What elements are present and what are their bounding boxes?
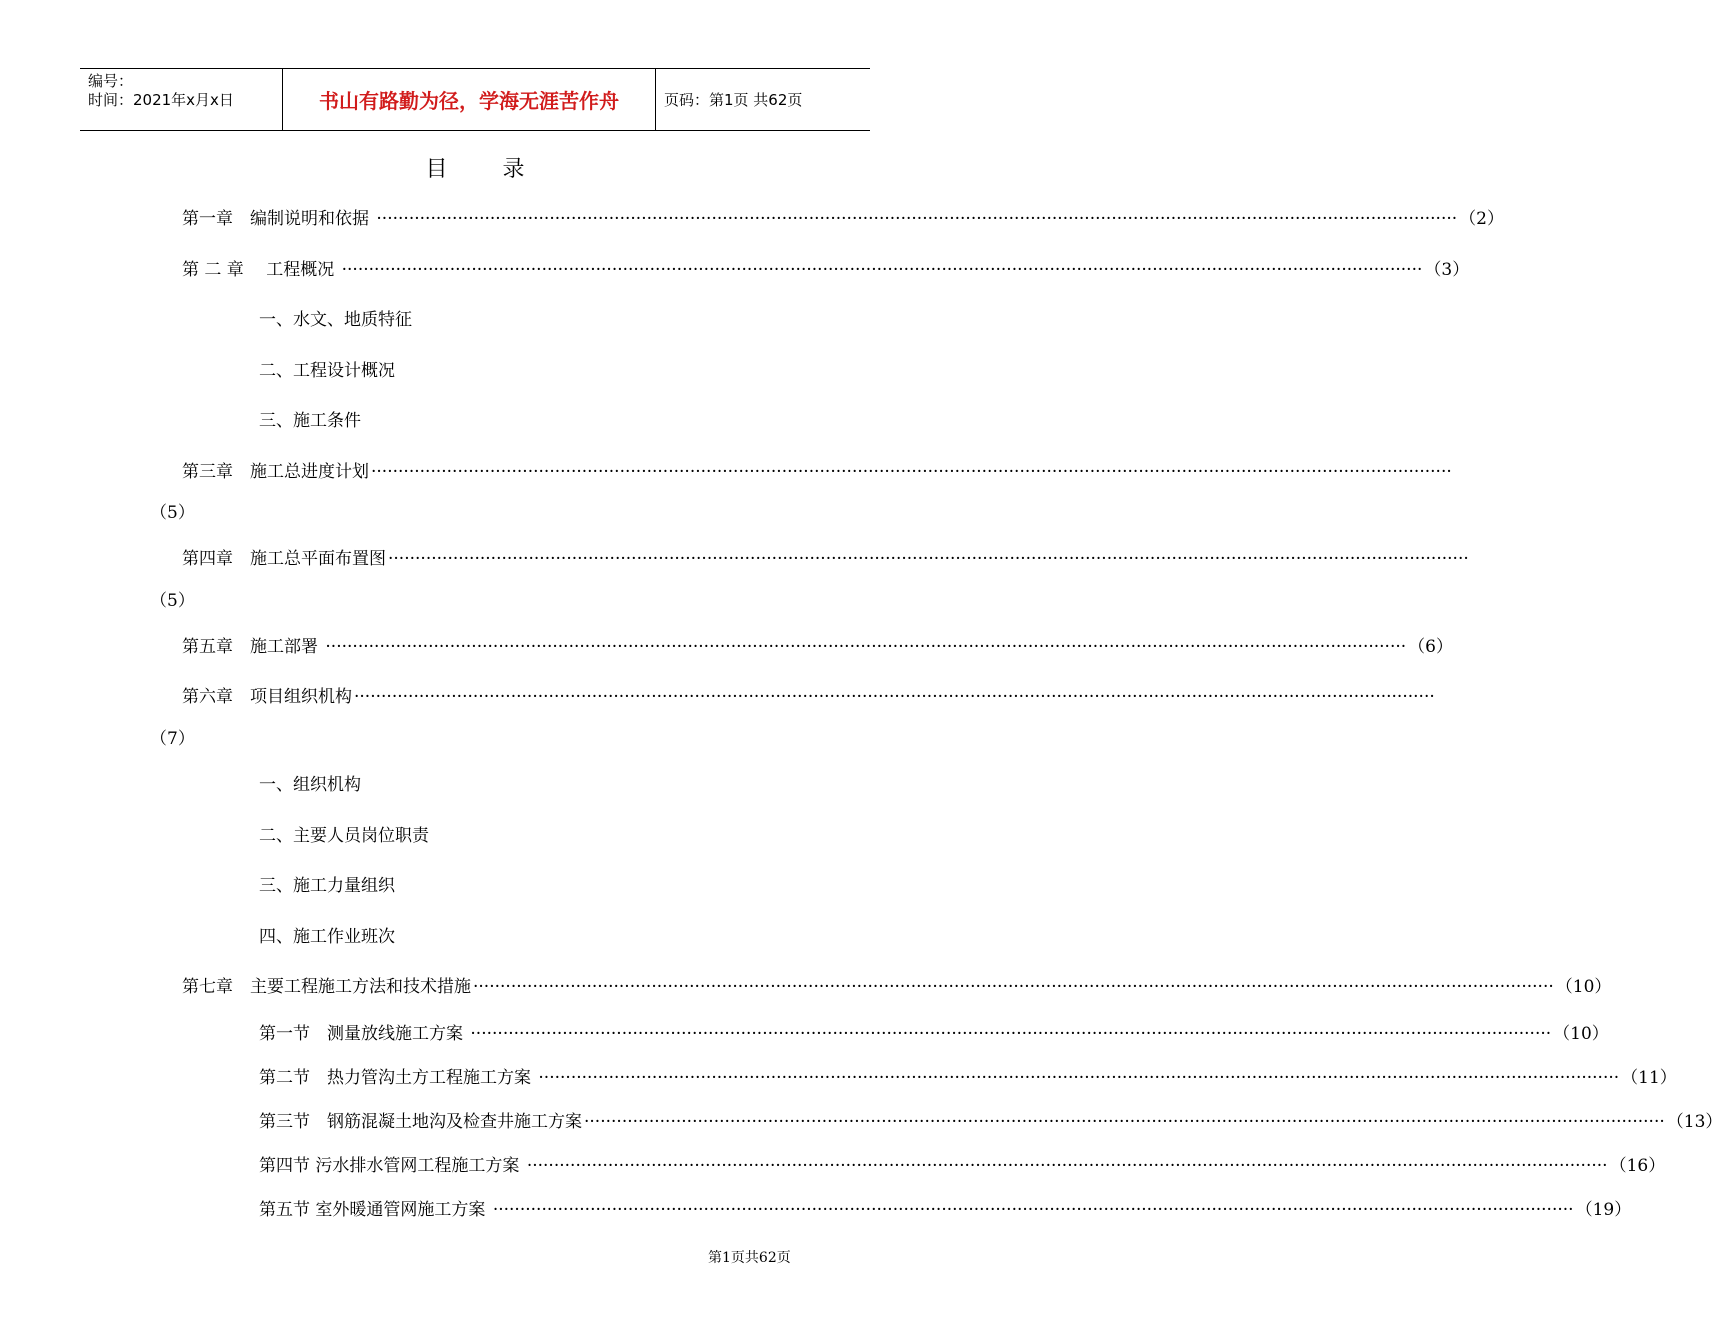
toc-section (259, 1155, 1666, 1177)
toc-entry-page: （2） (1459, 209, 1504, 229)
leader-dots: ········································································································································································································ (584, 1112, 1665, 1132)
toc-subentry: 一、水文、地质特征 (259, 310, 412, 330)
toc-entry (182, 976, 1612, 998)
toc-entry-label: 第六章 项目组织机构 (182, 687, 352, 707)
toc-entry (182, 461, 1452, 483)
toc-entry-page: （10） (1555, 977, 1612, 997)
toc-entry-label: 第一节 测量放线施工方案 (259, 1024, 469, 1044)
toc-entry-page: （10） (1553, 1024, 1609, 1044)
toc-entry-page: （5） (150, 503, 195, 523)
toc-section (259, 1199, 1632, 1221)
header-meta (80, 69, 282, 130)
toc-entry (182, 259, 1470, 281)
toc-entry-label: 第二节 热力管沟土方工程施工方案 (259, 1068, 537, 1088)
toc-subentry: 二、工程设计概况 (259, 361, 395, 381)
toc-subentry: 二、主要人员岗位职责 (259, 826, 429, 846)
leader-dots: ········································································································································································································ (492, 1200, 1574, 1220)
toc-entry-page: （3） (1424, 260, 1470, 280)
leader-dots: ········································································································································································································ (470, 1024, 1552, 1044)
toc-entry (182, 208, 1504, 230)
toc-subentry: 四、施工作业班次 (259, 927, 395, 947)
toc-subentry: 三、施工力量组织 (259, 876, 395, 896)
leader-dots: ········································································································································································································ (473, 977, 1554, 997)
leader-dots: ········································································································································································································ (538, 1068, 1620, 1088)
toc-entry-page: （5） (150, 591, 195, 611)
toc-entry-page: （13） (1666, 1112, 1722, 1132)
leader-dots: ········································································································································································································ (376, 209, 1458, 229)
toc-title: 目录 (425, 157, 580, 182)
toc-entry-label: 第七章 主要工程施工方法和技术措施 (182, 977, 471, 997)
leader-dots: ········································································································································································································ (325, 637, 1407, 657)
page-footer: 第1页共62页 (708, 1250, 791, 1266)
toc-entry (182, 548, 1469, 570)
leader-dots: ········································································································································································································ (354, 687, 1435, 707)
leader-dots: ········································································································································································································ (526, 1156, 1608, 1176)
toc-entry-page: （7） (150, 729, 195, 749)
toc-entry-page: （19） (1575, 1200, 1632, 1220)
leader-dots: ········································································································································································································ (388, 549, 1469, 569)
toc-entry (182, 636, 1453, 658)
toc-entry-label: 第 二 章 工程概况 (182, 260, 340, 280)
toc-subentry: 一、组织机构 (259, 775, 361, 795)
toc-entry-label: 第三章 施工总进度计划 (182, 462, 369, 482)
toc-entry-page: （16） (1609, 1156, 1666, 1176)
header-page-info: 页码：第1页 共62页 (664, 91, 803, 109)
number-label: 编号： (88, 72, 134, 90)
toc-entry-label: 第五节 室外暖通管网施工方案 (259, 1200, 491, 1220)
header-motto: 书山有路勤为径，学海无涯苦作舟 (282, 69, 656, 130)
toc-entry-label: 第五章 施工部署 (182, 637, 324, 657)
toc-entry-label: 第三节 钢筋混凝土地沟及检查井施工方案 (259, 1112, 582, 1132)
leader-dots: ········································································································································································································ (371, 462, 1452, 482)
toc-section (259, 1111, 1722, 1133)
leader-dots: ········································································································································································································ (341, 260, 1423, 280)
toc-entry-label: 第四章 施工总平面布置图 (182, 549, 386, 569)
toc-entry (182, 686, 1435, 708)
toc-entry-label: 第四节 污水排水管网工程施工方案 (259, 1156, 525, 1176)
toc-subentry: 三、施工条件 (259, 411, 361, 431)
time-label: 时间：2021年x月x日 (88, 91, 234, 109)
toc-entry-page: （11） (1621, 1068, 1677, 1088)
toc-entry-page: （6） (1408, 637, 1453, 657)
page-header (80, 68, 870, 131)
toc-section (259, 1067, 1677, 1089)
toc-entry-label: 第一章 编制说明和依据 (182, 209, 375, 229)
toc-section (259, 1023, 1609, 1045)
